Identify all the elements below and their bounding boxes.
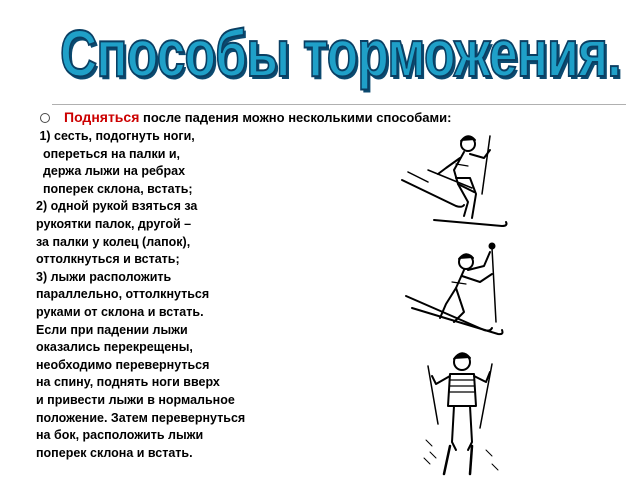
skier-facing-forward-illustration [422, 346, 510, 476]
text-line: рукоятки палок, другой – [36, 216, 192, 231]
text-line: держа лыжи на ребрах [36, 164, 186, 179]
text-line: положение. Затем перевернуться [36, 410, 246, 425]
text-line: 1) сесть, подогнуть ноги, [36, 129, 195, 143]
text-line: параллельно, оттолкнуться [36, 287, 210, 302]
text-line: опереться на палки и, [36, 146, 181, 161]
skier-standing-with-poles-illustration [404, 238, 512, 338]
intro-line [64, 108, 604, 127]
text-line: оказались перекрещены, [36, 340, 193, 355]
instruction-text [36, 128, 396, 462]
text-line: руками от склона и встать. [36, 304, 204, 319]
text-line: на спину, поднять ноги вверх [36, 375, 220, 390]
text-line: необходимо перевернуться [36, 357, 210, 372]
text-line: за палки у колец (лапок), [36, 234, 191, 249]
intro-highlight: Подняться [64, 109, 140, 125]
text-line: на бок, расположить лыжи [36, 428, 204, 443]
text-line: поперек склона и встать. [36, 445, 193, 460]
text-line: 3) лыжи расположить [36, 269, 172, 284]
text-line: поперек склона, встать; [36, 181, 193, 196]
text-line: оттолкнуться и встать; [36, 252, 180, 267]
slide-title: Способы торможения. [60, 16, 621, 90]
skier-getting-up-illustration [398, 128, 510, 230]
title-divider [52, 104, 626, 105]
text-line: Если при падении лыжи [36, 322, 188, 337]
text-line: 2) одной рукой взяться за [36, 199, 198, 214]
bullet-circle-icon [40, 113, 50, 123]
intro-text: после падения можно несколькими способами: [139, 110, 452, 125]
text-line: и привести лыжи в нормальное [36, 392, 235, 407]
